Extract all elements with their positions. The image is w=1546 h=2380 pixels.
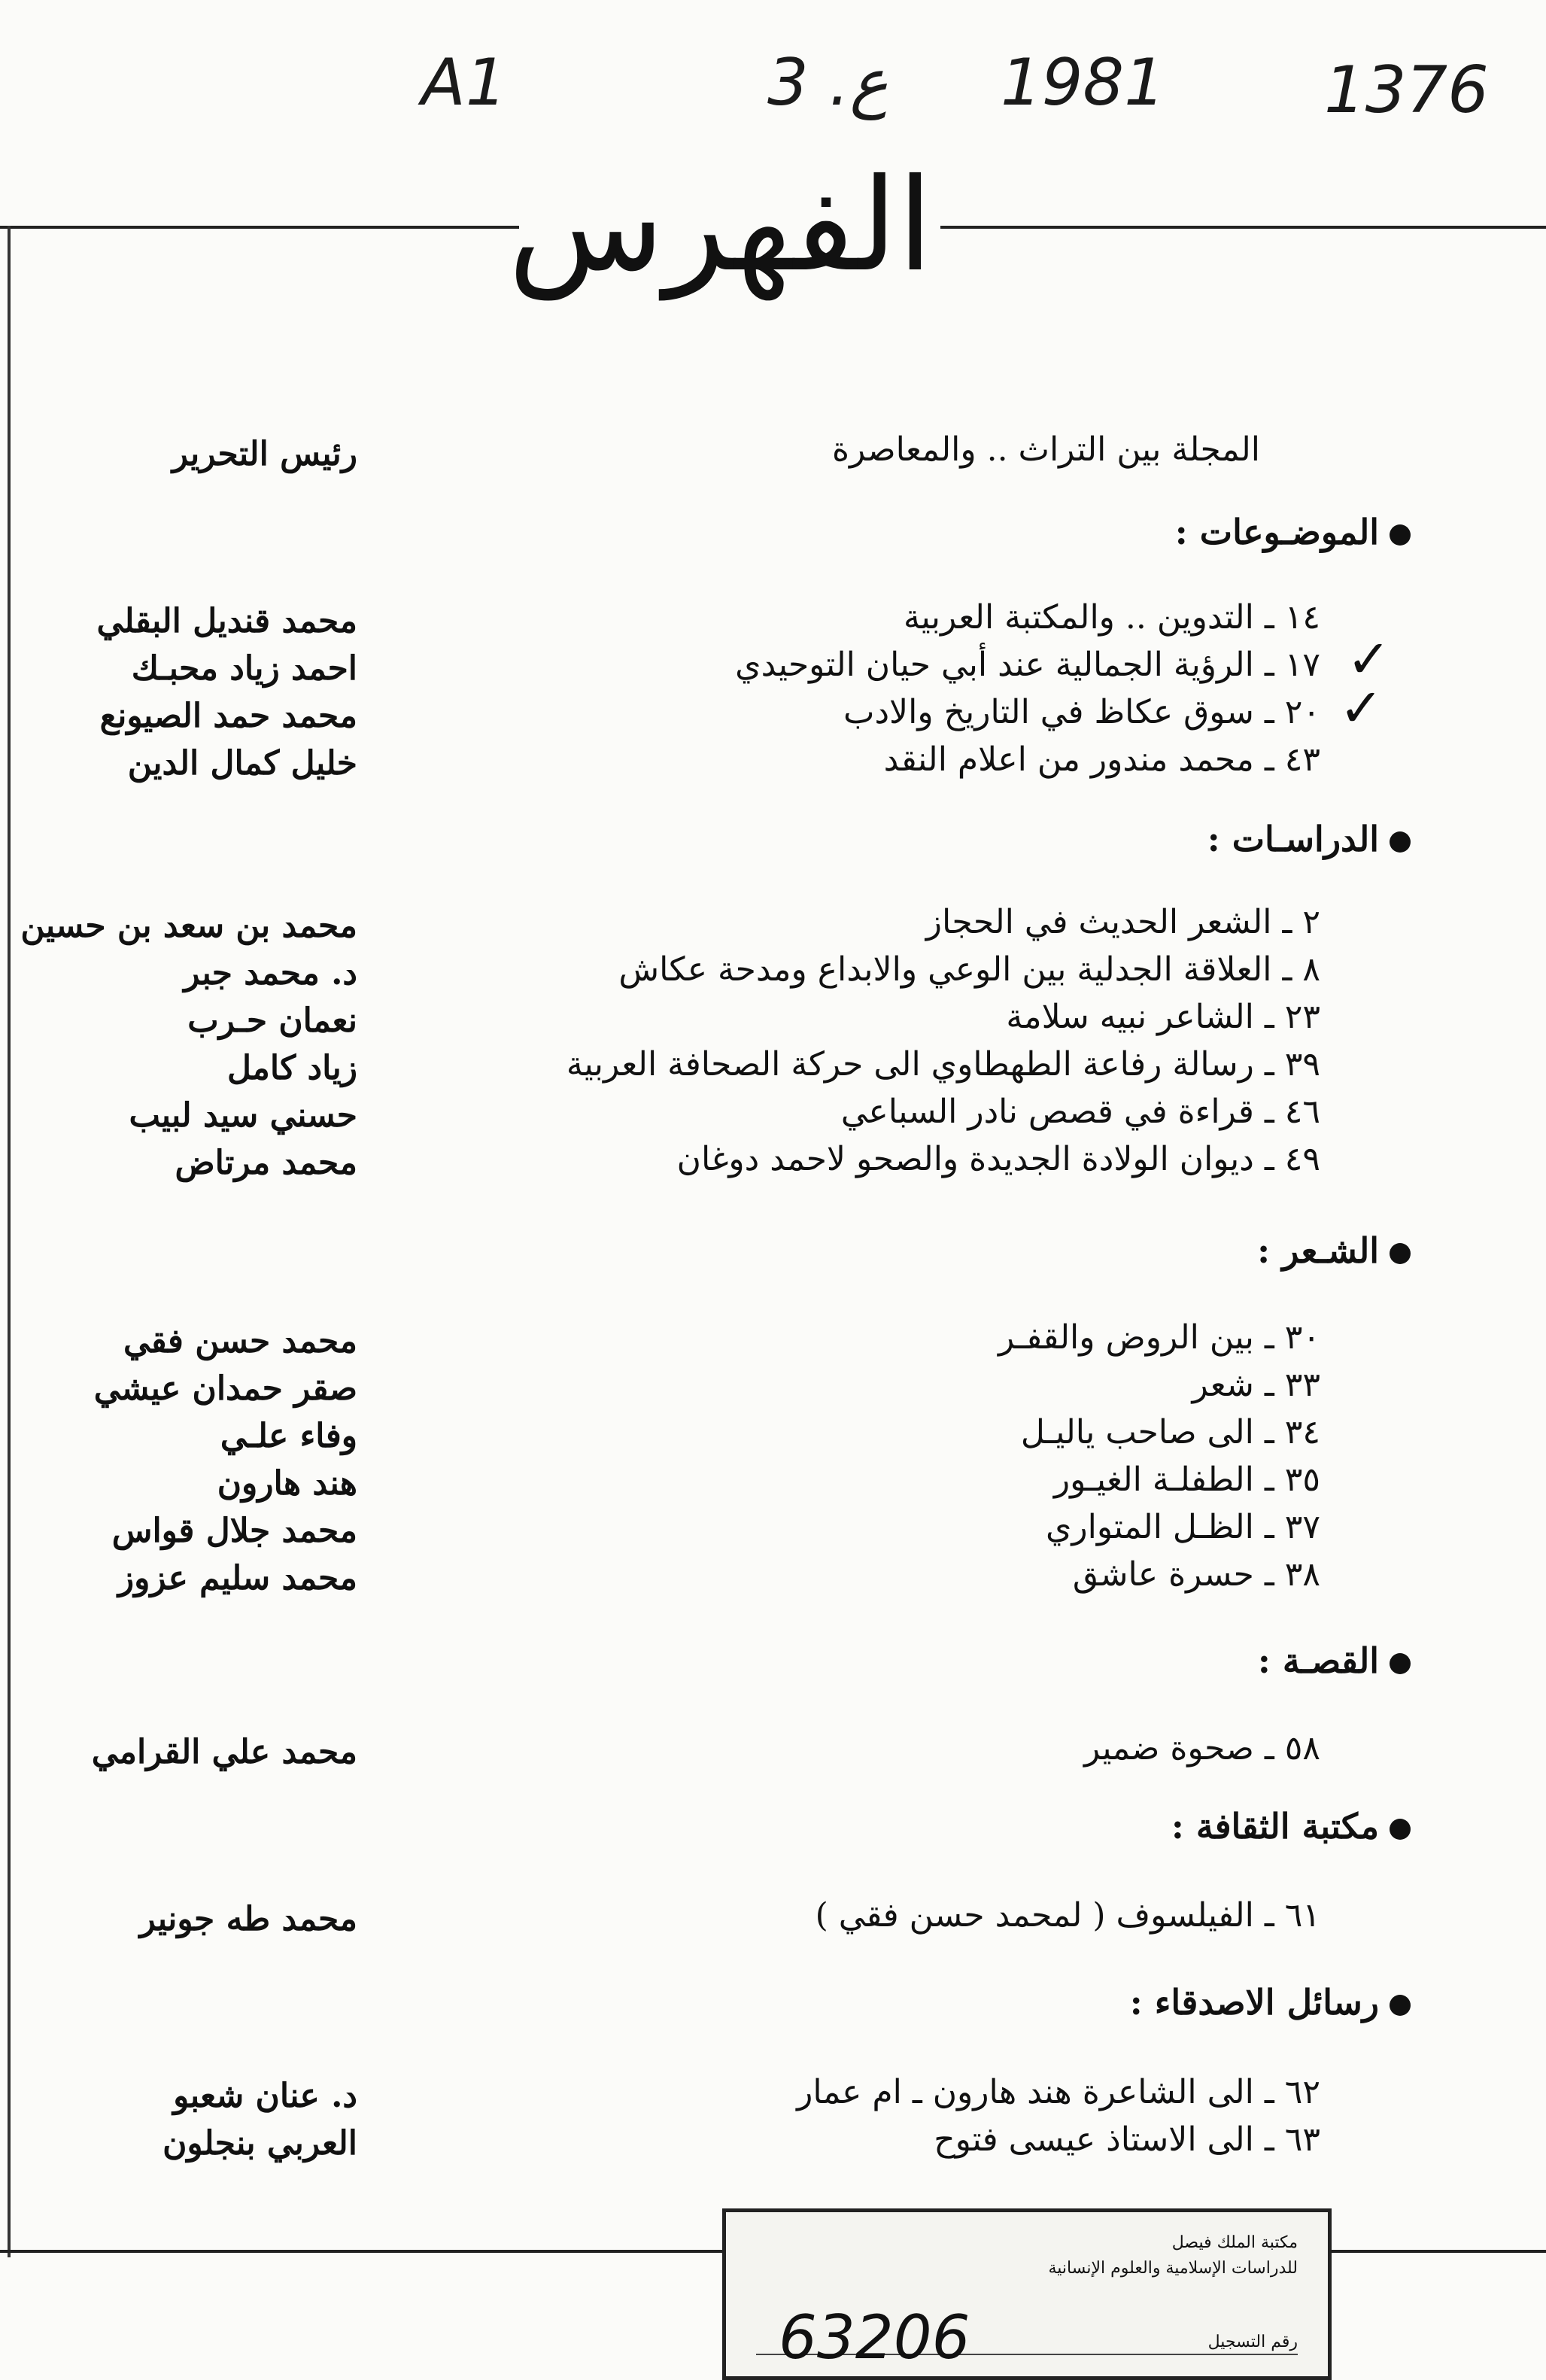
toc-item: ٢ ـ الشعر الحديث في الحجاز: [925, 903, 1320, 941]
library-stamp: [722, 2208, 1332, 2380]
stamp-line-2: للدراسات الإسلامية والعلوم الإنسانية: [1048, 2259, 1298, 2278]
bullet-icon: [1390, 1653, 1411, 1674]
toc-author: محمد سليم عزوز: [117, 1559, 357, 1597]
title-rule-left: [0, 226, 519, 229]
toc-item: ٨ ـ العلاقة الجدلية بين الوعي والابداع ومدحة عكاش: [618, 950, 1320, 989]
toc-item: ٥٨ ـ صحوة ضمير: [1083, 1729, 1320, 1768]
stamp-registration-number: 63206: [779, 2302, 970, 2372]
section-heading: رسائل الاصدقاء :: [1130, 1982, 1411, 2023]
handwritten-number: 1376: [1324, 53, 1489, 128]
intro-item: المجلة بين التراث .. والمعاصرة: [831, 430, 1260, 469]
toc-author: محمد قنديل البقلي: [96, 602, 357, 640]
toc-item: ١٤ ـ التدوين .. والمكتبة العربية: [903, 598, 1320, 637]
title-rule-right: [940, 226, 1546, 229]
toc-item: ٦٢ ـ الى الشاعرة هند هارون ـ ام عمار: [797, 2073, 1320, 2111]
toc-author: حسني سيد لبيب: [129, 1096, 357, 1135]
bullet-icon: [1390, 1243, 1411, 1264]
page-title: الفهرس: [508, 151, 933, 300]
left-frame-line: [8, 226, 11, 2257]
stamp-line-1: مكتبة الملك فيصل: [1171, 2233, 1298, 2252]
toc-author: هند هارون: [217, 1464, 357, 1503]
toc-author: محمد جلال قواس: [111, 1512, 357, 1550]
toc-item: ٣٨ ـ حسرة عاشق: [1072, 1555, 1320, 1594]
toc-item: ٣٩ ـ رسالة رفاعة الطهطاوي الى حركة الصحافة العربية: [566, 1045, 1320, 1084]
toc-author: د. عنان شعبو: [173, 2077, 357, 2115]
toc-item: ٣٤ ـ الى صاحب ياليـل: [1020, 1413, 1320, 1451]
toc-item: ٣٣ ـ شعر: [1192, 1366, 1320, 1404]
toc-author: خليل كمال الدين: [127, 744, 357, 783]
toc-author: د. محمد جبر: [184, 954, 357, 992]
toc-author: نعمان حـرب: [187, 1002, 357, 1040]
bullet-icon: [1390, 831, 1411, 853]
toc-author: صقر حمدان عيشي: [93, 1369, 357, 1408]
section-heading: مكتبة الثقافة :: [1171, 1806, 1411, 1847]
toc-author: محمد بن سعد بن حسين: [20, 907, 357, 945]
toc-author: العربي بنجلون: [162, 2124, 357, 2163]
toc-author: احمد زياد محبـك: [131, 649, 357, 688]
toc-item: ٣٠ ـ بين الروض والقفـر: [998, 1318, 1320, 1357]
toc-item: ٢٠ ـ سوق عكاظ في التاريخ والادب: [843, 693, 1320, 731]
toc-item: ٤٣ ـ محمد مندور من اعلام النقد: [883, 740, 1320, 779]
toc-item: ٣٧ ـ الظـل المتواري: [1045, 1508, 1320, 1546]
section-heading: الموضـوعات :: [1175, 512, 1411, 552]
toc-item: ٣٥ ـ الطفلـة الغيـور: [1053, 1461, 1320, 1499]
checkmark-icon: ✓: [1339, 677, 1384, 739]
handwritten-code: A1: [421, 45, 507, 120]
toc-author: محمد طه جونير: [139, 1900, 357, 1938]
toc-item: ٢٣ ـ الشاعر نبيه سلامة: [1006, 998, 1320, 1036]
section-heading: الدراسـات :: [1207, 819, 1411, 859]
handwritten-year: 1981: [1001, 45, 1165, 120]
toc-author: محمد علي القرامي: [91, 1733, 357, 1771]
toc-item: ٦٣ ـ الى الاستاذ عيسى فتوح: [934, 2120, 1320, 2159]
toc-author: زياد كامل: [226, 1049, 357, 1087]
intro-author: رئيس التحرير: [172, 435, 357, 473]
toc-item: ١٧ ـ الرؤية الجمالية عند أبي حيان التوحيدي: [735, 646, 1320, 684]
checkmark-icon: ✓: [1347, 628, 1391, 690]
toc-author: محمد حمد الصيونع: [99, 697, 357, 735]
bullet-icon: [1390, 1995, 1411, 2016]
toc-item: ٦١ ـ الفيلسوف ( لمحمد حسن فقي ): [815, 1896, 1320, 1935]
toc-item: ٤٦ ـ قراءة في قصص نادر السباعي: [840, 1093, 1320, 1131]
toc-author: محمد حسن فقي: [123, 1322, 357, 1360]
toc-author: وفاء علـي: [220, 1417, 357, 1455]
bullet-icon: [1390, 1819, 1411, 1840]
handwritten-issue: 3 .ع: [767, 45, 888, 120]
section-heading: الشـعر :: [1257, 1230, 1411, 1271]
section-heading: القصـة :: [1258, 1640, 1411, 1681]
toc-item: ٤٩ ـ ديوان الولادة الجديدة والصحو لاحمد دوغان: [676, 1140, 1320, 1178]
stamp-label: رقم التسجيل: [1207, 2333, 1298, 2351]
toc-author: محمد مرتاض: [175, 1144, 357, 1182]
bullet-icon: [1390, 524, 1411, 546]
